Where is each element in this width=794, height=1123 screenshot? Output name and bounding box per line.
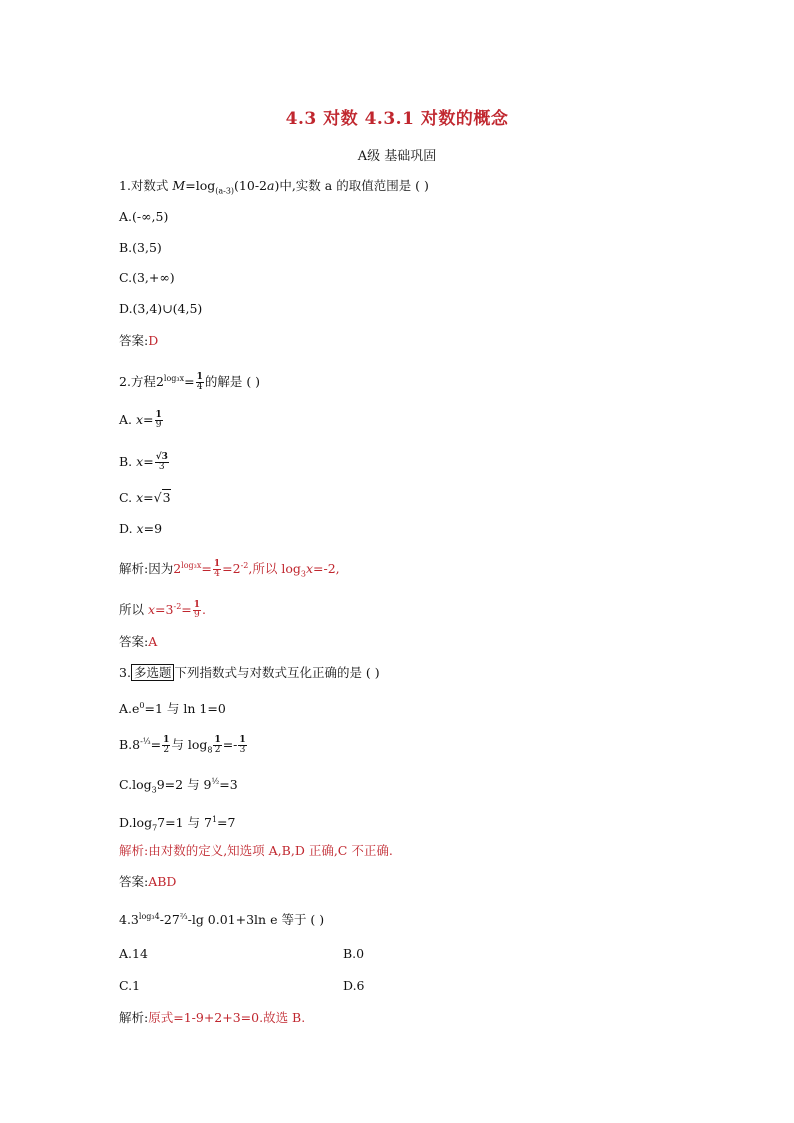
q2-option-a: A. x= $\frac{1}{9}$	[119, 410, 162, 430]
q1-option-b: B.(3,5)	[119, 240, 162, 255]
q1-answer: 答案:D	[119, 333, 159, 348]
q2-option-b: B. x= $\frac{√3}{3}$	[119, 452, 168, 472]
q4-option-c: C.1	[119, 978, 141, 993]
q2-option-c: C. x=√3	[119, 490, 171, 505]
q4-solution: 解析:原式=1-9+2+3=0.故选 B.	[119, 1010, 306, 1025]
page-title: 4.3 对数 4.3.1 对数的概念	[285, 109, 509, 129]
q4-option-b: B.0	[343, 946, 365, 961]
q1-option-a: A.(-∞,5)	[119, 209, 169, 224]
q2-solution-1: 解析:因为$2^{log_3x}=$ $\frac{1}{4}$ $=2^{-2}$,所以 $\log_3x=-2$,	[119, 559, 340, 580]
q2-solution-2: 所以 $x=3^{-2}=$ $\frac{1}{9}$ .	[119, 600, 207, 621]
q2-answer: 答案:A	[119, 634, 158, 649]
q3-option-b: $B.8^{-\frac{1}{3}}=$ $\frac{1}{2}$ 与 $\log_8$ $\frac{1}{2}$ =- $\frac{1}{3}$	[119, 735, 246, 756]
q1-option-d: D.(3,4)∪(4,5)	[119, 301, 203, 316]
q4-option-d: D.6	[343, 978, 365, 993]
q1-stem: 1.对数式 $M=\log_{(a-3)}(10-2a)$中,实数 a 的取值范围是 ( )	[119, 178, 429, 196]
q4-option-a: A.14	[119, 946, 148, 961]
q3-option-a: $A.e^0=1$ 与 ln 1=0	[119, 701, 226, 717]
q2-stem: 2.方程$2^{log_3x}=$ $\frac{1}{4}$ 的解是 ( )	[119, 372, 261, 393]
q4-stem: $4.3^{log_34}-27^{\frac{2}{3}}-\lg$ 0.01+3ln e 等于 ( )	[119, 912, 325, 928]
q3-option-d: $D.\log_77=1$ 与 $7^1=7$	[119, 815, 236, 833]
q3-stem: 3. 多选题 下列指数式与对数式互化正确的是 ( )	[119, 665, 380, 680]
q3-solution: 解析:由对数的定义,知选项 A,B,D 正确,C 不正确.	[119, 843, 393, 858]
q2-option-d: D. x=9	[119, 521, 163, 536]
q1-option-c: C.(3,+∞)	[119, 270, 175, 285]
multi-select-tag: 多选题	[131, 664, 175, 681]
q3-option-c: $C.\log_39=2$ 与 $9^{\frac{1}{2}}=3$	[119, 777, 238, 795]
section-level: A级 基础巩固	[357, 149, 437, 164]
q3-answer: 答案:ABD	[119, 874, 177, 889]
fraction: $\frac{1}{4}$	[196, 372, 203, 393]
sqrt-icon: √	[153, 490, 162, 505]
